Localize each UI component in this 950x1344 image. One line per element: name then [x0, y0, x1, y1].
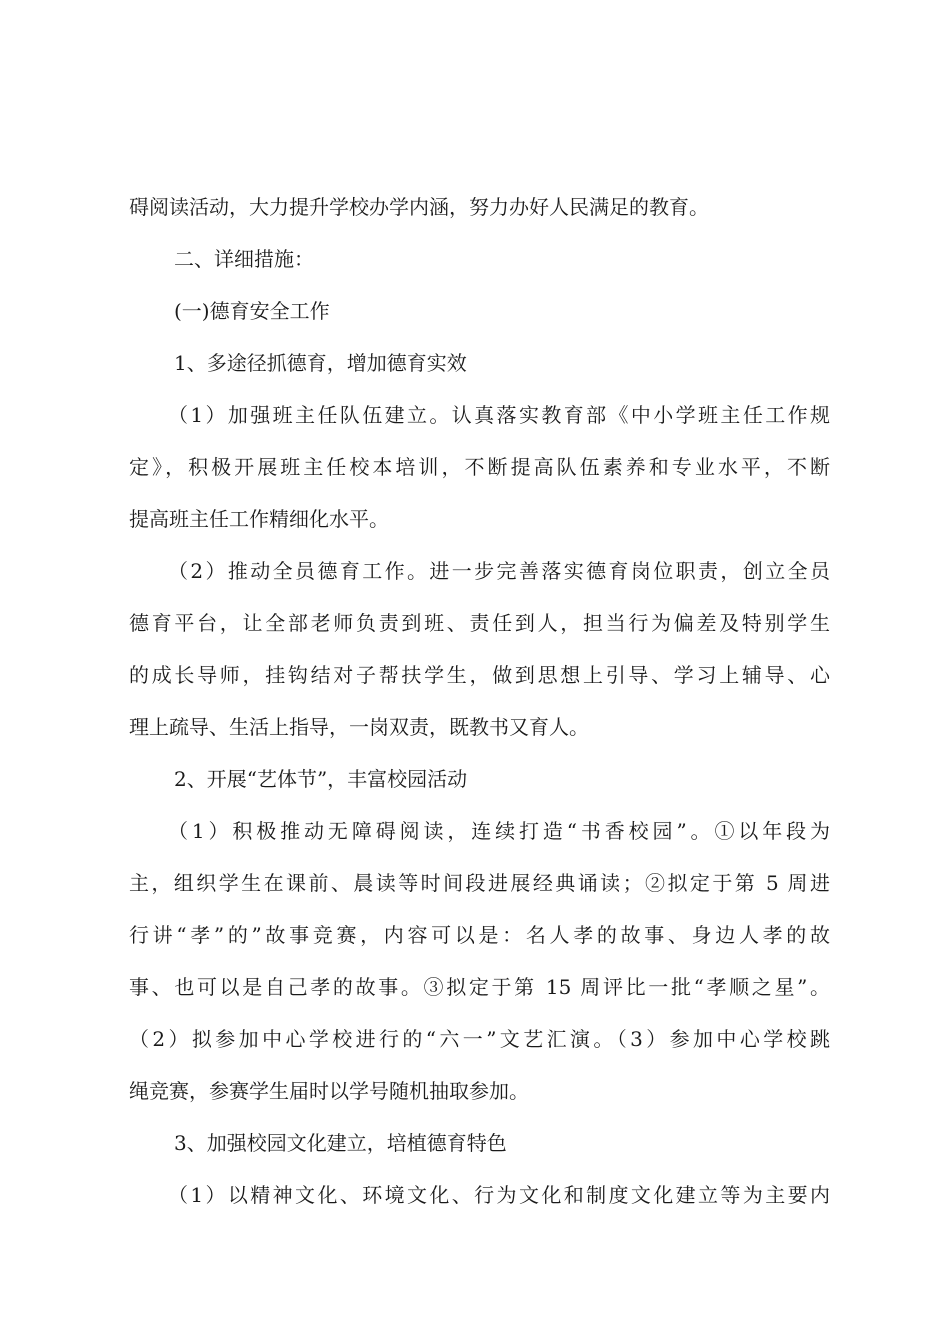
paragraph-line: 行讲“孝”的”故事竞赛，内容可以是：名人孝的故事、身边人孝的故 — [129, 923, 830, 947]
paragraph-line: 主，组织学生在课前、晨读等时间段进展经典诵读；②拟定于第 5 周进 — [129, 871, 830, 895]
paragraph-line: 碍阅读活动，大力提升学校办学内涵，努力办好人民满足的教育。 — [129, 195, 709, 219]
subsection-heading: (一)德育安全工作 — [174, 299, 330, 323]
paragraph-line: 定》，积极开展班主任校本培训，不断提高队伍素养和专业水平，不断 — [129, 455, 830, 479]
paragraph-line: （1）以精神文化、环境文化、行为文化和制度文化建立等为主要内 — [168, 1183, 830, 1207]
paragraph-line: （2）拟参加中心学校进行的“六一”文艺汇演。（3）参加中心学校跳 — [129, 1027, 830, 1051]
paragraph-line: 德育平台，让全部老师负责到班、责任到人，担当行为偏差及特别学生 — [129, 611, 830, 635]
paragraph-line: （1）积极推动无障碍阅读，连续打造“书香校园”。①以年段为 — [168, 819, 830, 843]
paragraph-line: 理上疏导、生活上指导，一岗双责，既教书又育人。 — [129, 715, 589, 739]
section-heading: 二、详细措施： — [174, 247, 314, 271]
item-heading: 1、多途径抓德育，增加德育实效 — [174, 351, 467, 375]
item-heading: 2、开展“艺体节”，丰富校园活动 — [174, 767, 468, 791]
item-heading: 3、加强校园文化建立，培植德育特色 — [174, 1131, 507, 1155]
paragraph-line: （2）推动全员德育工作。进一步完善落实德育岗位职责，创立全员 — [168, 559, 830, 583]
paragraph-line: （1）加强班主任队伍建立。认真落实教育部《中小学班主任工作规 — [168, 403, 830, 427]
paragraph-line: 提高班主任工作精细化水平。 — [129, 507, 389, 531]
paragraph-line: 的成长导师，挂钩结对子帮扶学生，做到思想上引导、学习上辅导、心 — [129, 663, 830, 687]
paragraph-line: 事、也可以是自己孝的故事。③拟定于第 15 周评比一批“孝顺之星”。 — [129, 975, 830, 999]
paragraph-line: 绳竞赛，参赛学生届时以学号随机抽取参加。 — [129, 1079, 529, 1103]
